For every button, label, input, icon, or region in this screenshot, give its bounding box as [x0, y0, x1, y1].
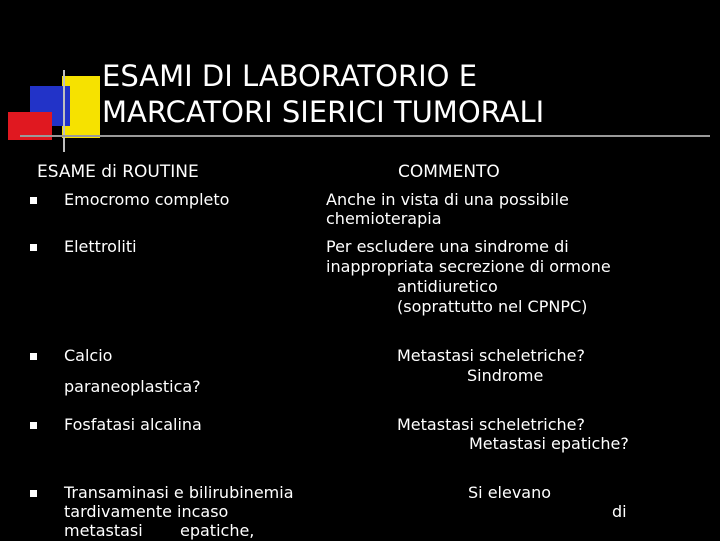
- comment-line: inappropriata secrezione di ormone: [326, 257, 611, 276]
- exam-label: Fosfatasi alcalina: [64, 415, 202, 434]
- comment-line: di: [612, 502, 627, 521]
- title-line-2: MARCATORI SIERICI TUMORALI: [102, 95, 545, 129]
- comment-line: Si elevano: [468, 483, 552, 502]
- exam-line: epatiche,: [180, 521, 255, 540]
- comment-line: chemioterapia: [326, 209, 442, 228]
- bullet-icon: [30, 353, 37, 360]
- exam-label: Calcio: [64, 346, 113, 365]
- comment-line: Metastasi scheletriche?: [397, 346, 585, 365]
- bullet-icon: [30, 197, 37, 204]
- exam-label: Elettroliti: [64, 237, 137, 256]
- comment-line: (soprattutto nel CPNPC): [397, 297, 588, 316]
- divider-line: [20, 135, 710, 137]
- exam-line: metastasi: [64, 521, 143, 540]
- exam-label: Emocromo completo: [64, 190, 230, 209]
- title-line-1: ESAMI DI LABORATORIO E: [102, 59, 478, 93]
- exam-line: Transaminasi e bilirubinemia: [64, 483, 294, 502]
- exam-line: tardivamente incaso: [64, 502, 229, 521]
- left-column-header: ESAME di ROUTINE: [37, 162, 199, 182]
- exam-extra-label: paraneoplastica?: [64, 377, 201, 396]
- comment-line: Per escludere una sindrome di: [326, 237, 569, 256]
- slide-title: [102, 58, 544, 130]
- comment-line: antidiuretico: [397, 277, 498, 296]
- comment-line: Anche in vista di una possibile: [326, 190, 569, 209]
- bullet-icon: [30, 244, 37, 251]
- logo-vertical-line: [63, 70, 65, 152]
- comment-line: Sindrome: [467, 366, 544, 385]
- bullet-icon: [30, 422, 37, 429]
- right-column-header: COMMENTO: [398, 162, 500, 182]
- comment-line: Metastasi scheletriche?: [397, 415, 585, 434]
- bullet-icon: [30, 490, 37, 497]
- comment-line: Metastasi epatiche?: [469, 434, 629, 453]
